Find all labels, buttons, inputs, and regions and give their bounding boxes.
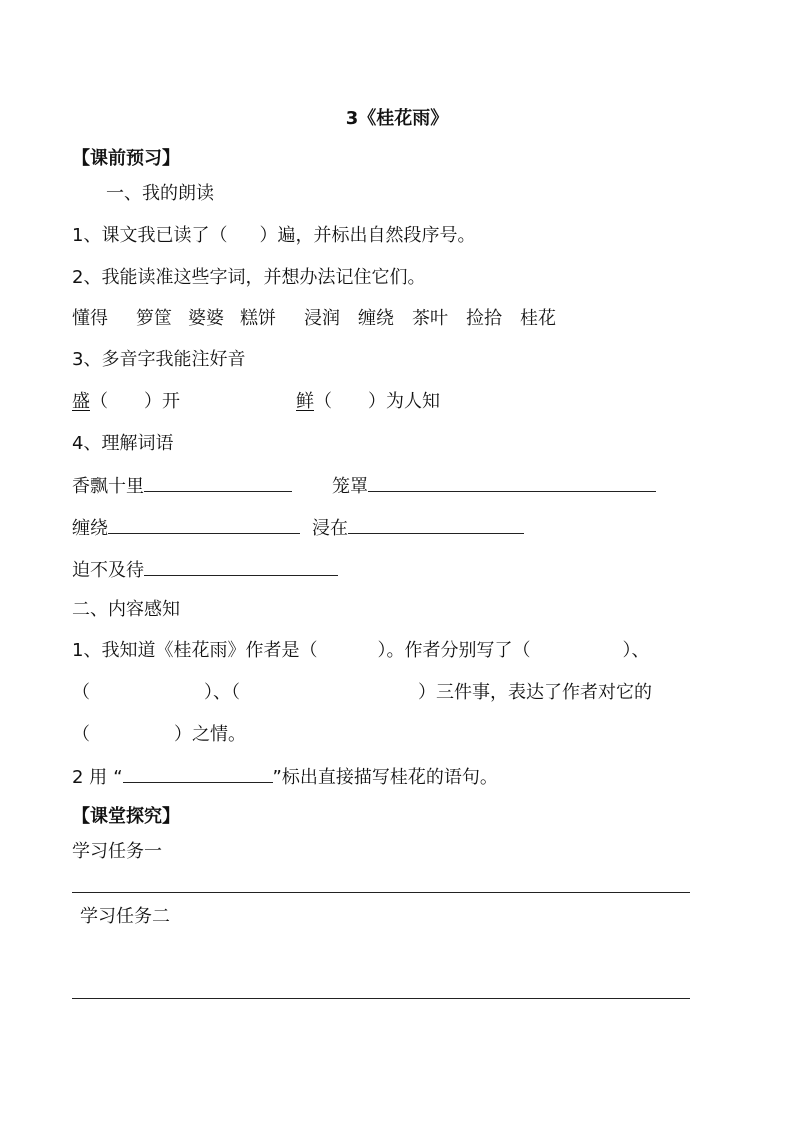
term-row-1 bbox=[72, 473, 656, 499]
polyphone-char: 盛 bbox=[72, 391, 90, 412]
content-q1-line3 bbox=[72, 723, 246, 747]
c2-text: 2 用 bbox=[72, 767, 108, 788]
polyphone-blank: （ ）开 bbox=[90, 391, 180, 412]
term-label: 笼罩 bbox=[332, 476, 368, 497]
section-class-heading: 【课堂探究】 bbox=[72, 806, 180, 827]
content-q1-line1 bbox=[72, 639, 649, 663]
task-2-label: 学习任务二 bbox=[80, 906, 170, 927]
word-item: 桂花 bbox=[520, 308, 556, 329]
question-3: 3、多音字我能注好音 bbox=[72, 349, 246, 370]
answer-line[interactable] bbox=[108, 515, 300, 534]
word-item: 懂得 bbox=[72, 308, 108, 329]
c1-text: ）。作者分别写了（ bbox=[377, 640, 531, 661]
term-row-2 bbox=[72, 515, 524, 541]
word-item: 茶叶 bbox=[412, 308, 448, 329]
q1-text-b: ）遍，并标出自然段序号。 bbox=[259, 225, 476, 246]
answer-line[interactable] bbox=[348, 515, 524, 534]
word-item: 浸润 bbox=[304, 308, 340, 329]
c2-text: 标出直接描写桂花的语句。 bbox=[281, 767, 498, 788]
term-label: 香飘十里 bbox=[72, 476, 144, 497]
answer-line[interactable] bbox=[123, 764, 273, 783]
polyphone-a bbox=[72, 390, 180, 414]
task-1-label: 学习任务一 bbox=[72, 841, 162, 862]
term-label: 浸在 bbox=[312, 518, 348, 539]
task-2-answer-line[interactable] bbox=[72, 998, 690, 999]
term-label: 迫不及待 bbox=[72, 560, 144, 581]
answer-line[interactable] bbox=[368, 473, 656, 492]
page-title: 3《桂花雨》 bbox=[345, 108, 449, 129]
c1-text: （ bbox=[72, 724, 90, 745]
content-q2 bbox=[72, 764, 498, 790]
section-preview-heading: 【课前预习】 bbox=[72, 148, 180, 169]
task-1-answer-line[interactable] bbox=[72, 892, 690, 893]
word-item: 箩筐 bbox=[136, 308, 172, 329]
question-2: 2、我能读准这些字词，并想办法记住它们。 bbox=[72, 267, 426, 288]
q1-text-a: 1、课文我已读了（ bbox=[72, 225, 228, 246]
term-label: 缠绕 bbox=[72, 518, 108, 539]
c1-text: （ bbox=[72, 682, 90, 703]
word-item: 婆婆 bbox=[188, 308, 224, 329]
part2-heading: 二、内容感知 bbox=[72, 599, 180, 620]
c1-text: 1、我知道《桂花雨》作者是（ bbox=[72, 640, 318, 661]
word-item: 缠绕 bbox=[358, 308, 394, 329]
word-list bbox=[72, 307, 556, 331]
word-item: 糕饼 bbox=[240, 308, 276, 329]
question-1 bbox=[72, 224, 475, 248]
answer-line[interactable] bbox=[144, 557, 338, 576]
part1-heading: 一、我的朗读 bbox=[106, 183, 214, 204]
term-row-3 bbox=[72, 557, 338, 583]
content-q1-line2 bbox=[72, 681, 652, 705]
c1-text: ）之情。 bbox=[174, 724, 246, 745]
c1-text: ）、 bbox=[622, 640, 650, 661]
word-item: 捡拾 bbox=[466, 308, 502, 329]
answer-line[interactable] bbox=[144, 473, 292, 492]
c1-text: ）、（ bbox=[204, 682, 240, 703]
c1-text: ）三件事，表达了作者对它的 bbox=[418, 682, 652, 703]
close-quote: ” bbox=[272, 767, 282, 788]
open-quote: “ bbox=[113, 767, 123, 788]
polyphone-char: 鲜 bbox=[296, 391, 314, 412]
question-4: 4、理解词语 bbox=[72, 433, 174, 454]
polyphone-blank: （ ）为人知 bbox=[314, 391, 440, 412]
polyphone-b bbox=[296, 390, 440, 414]
